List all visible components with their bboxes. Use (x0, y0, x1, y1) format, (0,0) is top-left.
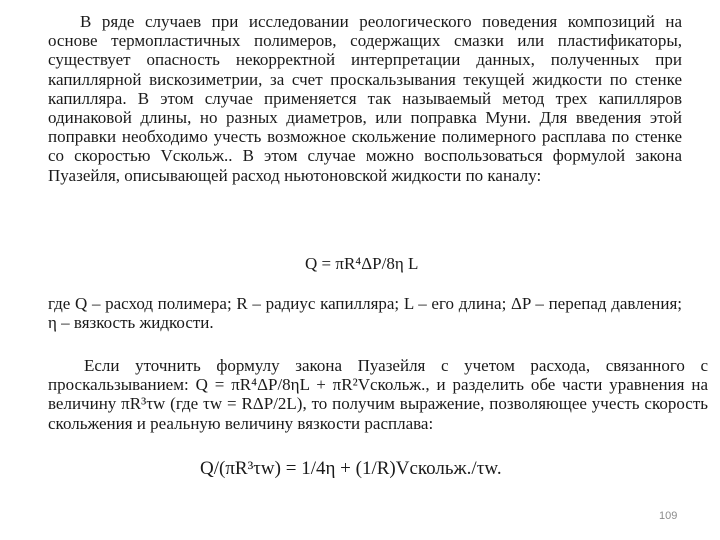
paragraph-intro: В ряде случаев при исследовании реологического поведения композиций на основе термопластичных полимеров, содержащих смазки или пластификаторы, существует опасность некорректной интерпретации данных, полученных при капиллярной вискозиметрии, за счет проскальзывания текущей жидкости по стенке капилляра. В этом случае применяется так называемый метод трех капилляров одинаковой длины, но разных диаметров, или поправка Муни. Для введения этой поправки необходимо учесть возможное скольжение полимерного расплава по стенке со скоростью Vскольж.. В этом случае можно воспользоваться формулой закона Пуазейля, описывающей расход ньютоновской жидкости по каналу: (48, 12, 682, 185)
paragraph-legend: где Q – расход полимера; R – радиус капилляра; L – его длина; ΔP – перепад давления; η – вязкость жидкости. (48, 294, 682, 333)
paragraph-correction: Если уточнить формулу закона Пуазейля с учетом расхода, связанного с проскальзыванием: Q = πR⁴ΔP/8ηL + πR²Vскольж., и разделить обе части уравнения на величину πR³τw (где τw = RΔP/2L), то получим выражение, позволяющее учесть скорость скольжения и реальную величину вязкости расплава: (48, 356, 708, 433)
formula-corrected: Q/(πR³τw) = 1/4η + (1/R)Vскольж./τw. (200, 458, 502, 479)
formula-poiseuille: Q = πR⁴ΔP/8η L (305, 254, 419, 273)
page-number: 109 (659, 510, 678, 522)
